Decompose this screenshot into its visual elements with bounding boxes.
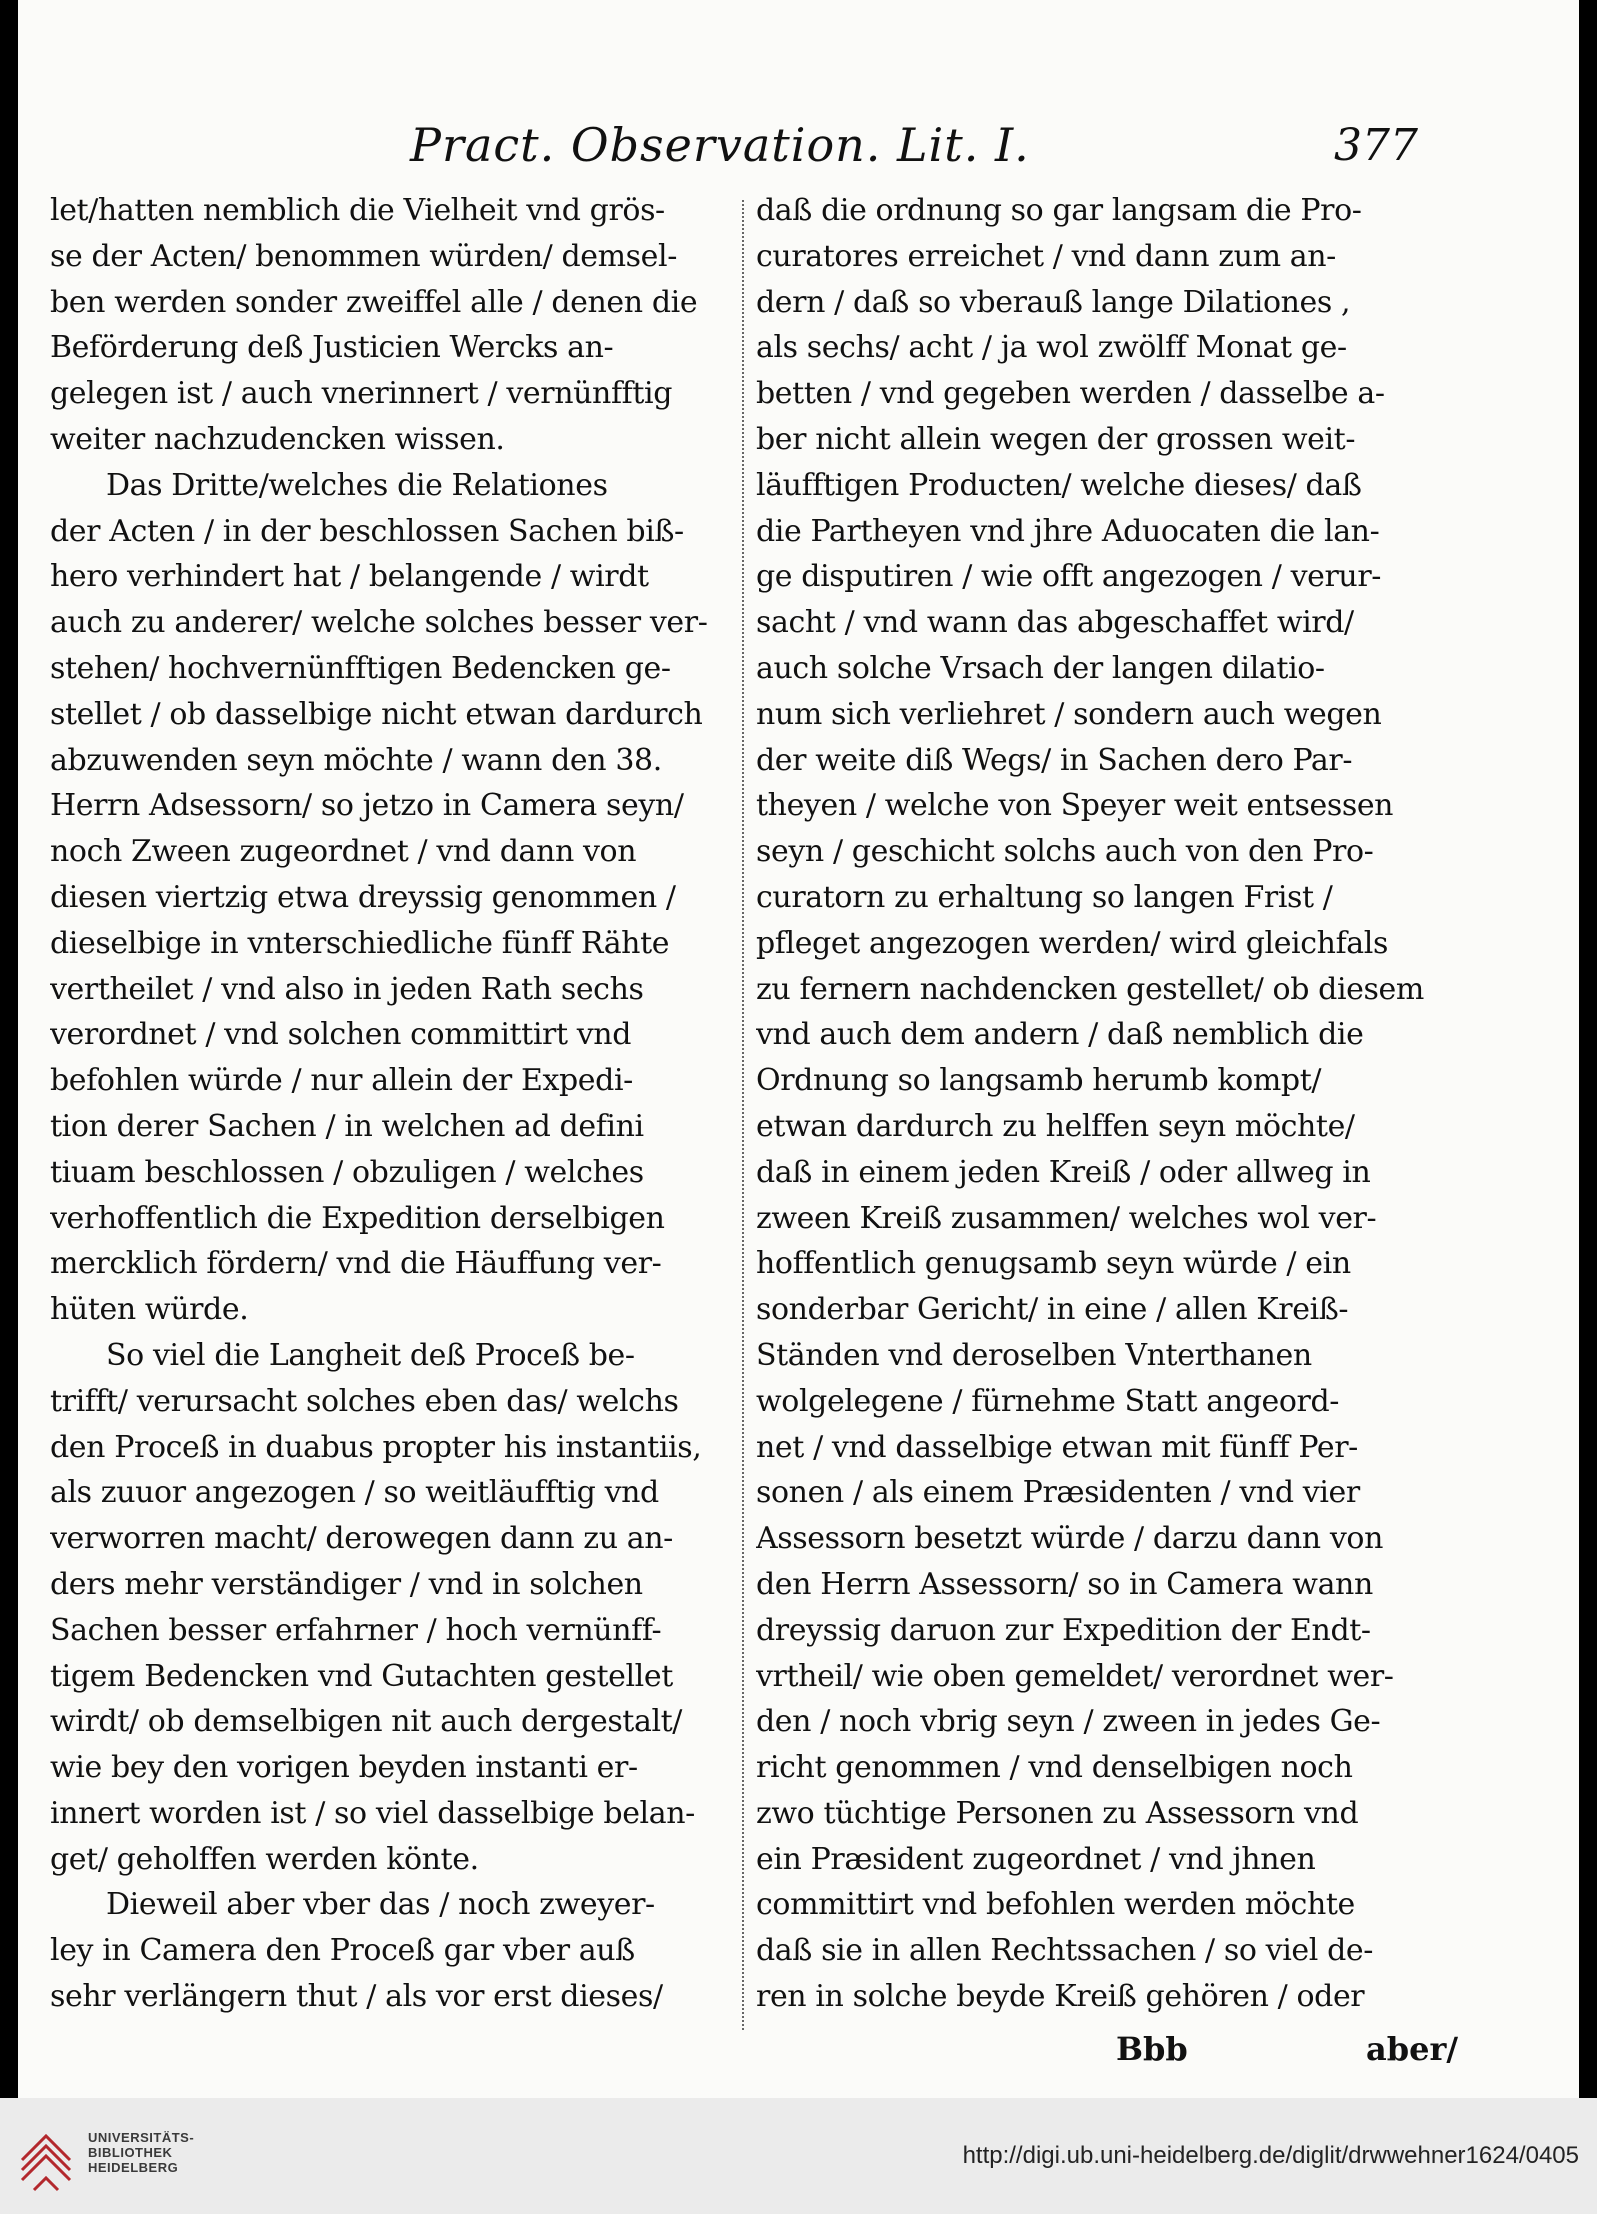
text-line: diesen viertzig etwa dreyssig genommen /	[50, 879, 676, 915]
text-line: curatorn zu erhaltung so langen Frist /	[756, 879, 1333, 915]
text-line: num sich verliehret / sondern auch wegen	[756, 696, 1382, 732]
text-line: zween Kreiß zusammen/ welches wol ver-	[756, 1200, 1377, 1236]
text-line: net / vnd dasselbige etwan mit fünff Per-	[756, 1429, 1358, 1465]
text-line: ge disputiren / wie offt angezogen / verur-	[756, 559, 1382, 595]
text-line: ren in solche beyde Kreiß gehören / oder	[756, 1979, 1365, 2015]
text-line: get/ geholffen werden könte.	[50, 1841, 479, 1877]
text-line: daß sie in allen Rechtssachen / so viel de-	[756, 1933, 1373, 1969]
text-line: als zuuor angezogen / so weitläufftig vnd	[50, 1475, 659, 1511]
text-line: ein Præsident zugeordnet / vnd jhnen	[756, 1841, 1316, 1877]
text-line: der weite diß Wegs/ in Sachen dero Par-	[756, 742, 1353, 778]
text-line: dreyssig daruon zur Expedition der Endt-	[756, 1612, 1371, 1648]
logo-line: UNIVERSITÄTS-	[88, 2130, 195, 2145]
left-text-column	[50, 188, 740, 2020]
text-line: gelegen ist / auch vnerinnert / vernünfftig	[50, 376, 673, 412]
text-line: ders mehr verständiger / vnd in solchen	[50, 1566, 643, 1602]
viewer-footer	[0, 2098, 1597, 2214]
text-line: theyen / welche von Speyer weit entsessen	[756, 788, 1394, 824]
text-line: zu fernern nachdencken gestellet/ ob diesem	[756, 971, 1424, 1007]
text-line: stellet / ob dasselbige nicht etwan dardurch	[50, 696, 703, 732]
text-line: befohlen würde / nur allein der Expedi-	[50, 1063, 633, 1099]
text-line: richt genommen / vnd denselbigen noch	[756, 1750, 1353, 1786]
column-divider	[742, 200, 744, 2030]
text-line: let/hatten nemblich die Vielheit vnd grös-	[50, 193, 665, 228]
text-line: auch solche Vrsach der langen dilatio-	[756, 650, 1325, 686]
text-line: se der Acten/ benommen würden/ demsel-	[50, 238, 677, 274]
running-title: Pract. Observation. Lit. I.	[410, 118, 1030, 172]
text-line: Das Dritte/welches die Relationes	[106, 467, 608, 503]
text-line: Assessorn besetzt würde / darzu dann von	[756, 1521, 1383, 1557]
text-line: Ordnung so langsamb herumb kompt/	[756, 1063, 1322, 1099]
text-line: den Herrn Assessorn/ so in Camera wann	[756, 1566, 1373, 1602]
text-line: wie bey den vorigen beyden instanti er-	[50, 1750, 638, 1786]
text-line: Herrn Adsessorn/ so jetzo in Camera seyn/	[50, 788, 684, 824]
text-line: weiter nachzudencken wissen.	[50, 421, 505, 457]
text-line: innert worden ist / so viel dasselbige belan-	[50, 1795, 695, 1831]
text-line: vrtheil/ wie oben gemeldet/ verordnet wer-	[756, 1658, 1394, 1694]
text-line: tigem Bedencken vnd Gutachten gestellet	[50, 1658, 673, 1694]
text-line: zwo tüchtige Personen zu Assessorn vnd	[756, 1795, 1359, 1831]
text-line: sacht / vnd wann das abgeschaffet wird/	[756, 605, 1354, 641]
text-line: den Proceß in duabus propter his instantiis,	[50, 1429, 702, 1465]
text-line: mercklich fördern/ vnd die Häuffung ver-	[50, 1246, 662, 1282]
right-text-column	[756, 188, 1456, 2020]
text-line: curatores erreichet / vnd dann zum an-	[756, 238, 1336, 274]
text-line: sehr verlängern thut / als vor erst dieses/	[50, 1979, 663, 2015]
text-line: auch zu anderer/ welche solches besser ver-	[50, 605, 708, 641]
text-line: Sachen besser erfahrner / hoch vernünff-	[50, 1612, 662, 1648]
text-line: verhoffentlich die Expedition derselbigen	[50, 1200, 665, 1236]
text-line: pfleget angezogen werden/ wird gleichfals	[756, 925, 1388, 961]
text-line: noch Zween zugeordnet / vnd dann von	[50, 834, 637, 870]
text-line: dern / daß so vberauß lange Dilationes ,	[756, 284, 1351, 320]
text-line: dieselbige in vnterschiedliche fünff Rähte	[50, 925, 670, 961]
text-line: Ständen vnd deroselben Vnterthanen	[756, 1337, 1312, 1373]
text-line: etwan dardurch zu helffen seyn möchte/	[756, 1108, 1355, 1144]
permalink-url[interactable]: http://digi.ub.uni-heidelberg.de/diglit/drwwehner1624/0405	[962, 2142, 1579, 2169]
text-line: ber nicht allein wegen der grossen weit-	[756, 421, 1356, 457]
text-line: ben werden sonder zweiffel alle / denen die	[50, 284, 698, 320]
library-logo-text[interactable]	[88, 2130, 194, 2175]
text-line: die Partheyen vnd jhre Aduocaten die lan-	[756, 513, 1380, 549]
catchword: aber/	[1366, 2030, 1459, 2068]
text-line: daß in einem jeden Kreiß / oder allweg in	[756, 1154, 1371, 1190]
text-line: hüten würde.	[50, 1292, 249, 1328]
text-line: committirt vnd befohlen werden möchte	[756, 1887, 1355, 1923]
text-line: hoffentlich genugsamb seyn würde / ein	[756, 1246, 1351, 1282]
logo-line: BIBLIOTHEK	[88, 2145, 173, 2160]
text-line: betten / vnd gegeben werden / dasselbe a-	[756, 376, 1385, 412]
text-line: stehen/ hochvernünfftigen Bedencken ge-	[50, 650, 671, 686]
page-number: 377	[1334, 120, 1418, 171]
text-line: den / noch vbrig seyn / zween in jedes Ge-	[756, 1704, 1381, 1740]
text-line: So viel die Langheit deß Proceß be-	[106, 1337, 635, 1373]
text-line: Beförderung deß Justicien Wercks an-	[50, 330, 614, 366]
signature-mark: Bbb	[1116, 2030, 1188, 2068]
text-line: läufftigen Producten/ welche dieses/ daß	[756, 467, 1362, 503]
text-line: Dieweil aber vber das / noch zweyer-	[106, 1887, 655, 1923]
text-line: verordnet / vnd solchen committirt vnd	[50, 1017, 632, 1053]
text-line: vertheilet / vnd also in jeden Rath sechs	[50, 971, 644, 1007]
page-header	[18, 118, 1579, 188]
text-line: sonen / als einem Præsidenten / vnd vier	[756, 1475, 1360, 1511]
text-line: hero verhindert hat / belangende / wirdt	[50, 559, 649, 595]
text-line: wirdt/ ob demselbigen nit auch dergestalt/	[50, 1704, 683, 1740]
text-line: der Acten / in der beschlossen Sachen biß-	[50, 513, 684, 549]
text-line: vnd auch dem andern / daß nemblich die	[756, 1017, 1364, 1053]
text-line: tiuam beschlossen / obzuligen / welches	[50, 1154, 644, 1190]
text-line: wolgelegene / fürnehme Statt angeord-	[756, 1383, 1340, 1419]
text-line: abzuwenden seyn möchte / wann den 38.	[50, 742, 662, 778]
text-line: seyn / geschicht solchs auch von den Pro-	[756, 834, 1374, 870]
text-line: ley in Camera den Proceß gar vber auß	[50, 1933, 635, 1969]
text-line: sonderbar Gericht/ in eine / allen Kreiß-	[756, 1292, 1349, 1328]
text-line: tion derer Sachen / in welchen ad defini	[50, 1108, 644, 1144]
text-line: verworren macht/ derowegen dann zu an-	[50, 1521, 673, 1557]
library-logo-icon[interactable]	[16, 2116, 78, 2196]
scanned-page	[18, 0, 1579, 2098]
text-line: als sechs/ acht / ja wol zwölff Monat ge-	[756, 330, 1347, 366]
text-line: trifft/ verursacht solches eben das/ welchs	[50, 1383, 679, 1419]
text-line: daß die ordnung so gar langsam die Pro-	[756, 193, 1362, 228]
logo-line: HEIDELBERG	[88, 2160, 179, 2175]
